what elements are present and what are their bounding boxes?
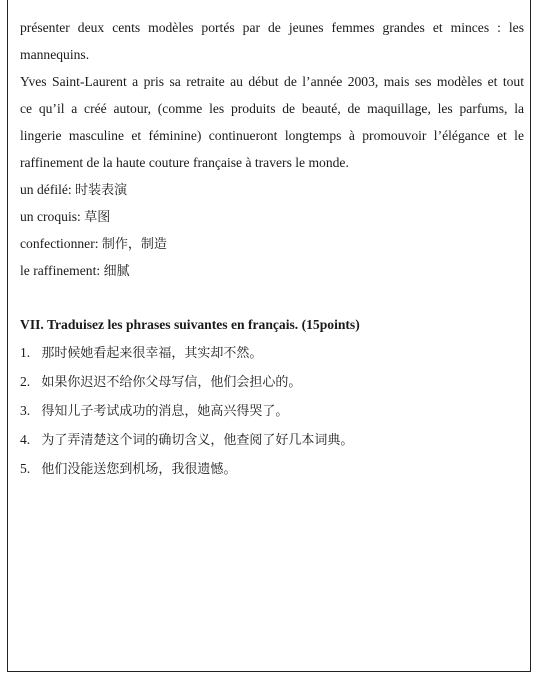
- vocab-term: un défilé:: [20, 182, 72, 197]
- vocab-item: [20, 203, 524, 230]
- passage-line: présenter deux cents modèles portés par de jeunes femmes grandes et minces : les: [20, 20, 524, 35]
- passage-line: lingerie masculine et féminine) continueront longtemps à promouvoir l’élégance et le: [20, 128, 524, 143]
- section-title: VII. Traduisez les phrases suivantes en français. (15points): [20, 317, 360, 332]
- item-number: 2.: [20, 374, 31, 389]
- vocab-meaning: 制作，制造: [101, 237, 167, 252]
- item-text: 如果你迟迟不给你父母写信，他们会担心的。: [41, 375, 302, 390]
- passage-line: Yves Saint-Laurent a pris sa retraite au début de l’année 2003, mais ses modèles et tout: [20, 74, 524, 89]
- item-text: 他们没能送您到机场，我很遗憾。: [41, 462, 237, 477]
- passage-line: mannequins.: [20, 47, 90, 62]
- item-number: 5.: [20, 461, 31, 476]
- item-number: 3.: [20, 403, 31, 418]
- vocab-meaning: 细腻: [103, 264, 130, 279]
- translation-item: [20, 338, 524, 367]
- translation-list: [20, 338, 524, 483]
- vocabulary-list: [20, 176, 524, 284]
- item-number: 4.: [20, 432, 31, 447]
- vocab-term: un croquis:: [20, 209, 81, 224]
- passage-line: ce qu’il a créé autour, (comme les produits de beauté, de maquillage, les parfums, la: [20, 101, 524, 116]
- vocab-term: le raffinement:: [20, 263, 101, 278]
- vocab-item: [20, 176, 524, 203]
- reading-passage: [20, 14, 524, 176]
- item-number: 1.: [20, 345, 31, 360]
- document-content: [20, 14, 524, 483]
- translation-item: [20, 425, 524, 454]
- vocab-meaning: 时装表演: [75, 183, 128, 198]
- vocab-term: confectionner:: [20, 236, 99, 251]
- item-text: 那时候她看起来很幸福，其实却不然。: [41, 346, 263, 361]
- vocab-meaning: 草图: [84, 210, 111, 225]
- item-text: 得知儿子考试成功的消息，她高兴得哭了。: [41, 404, 289, 419]
- translation-item: [20, 396, 524, 425]
- vocab-item: [20, 257, 524, 284]
- vocab-item: [20, 230, 524, 257]
- translation-item: [20, 454, 524, 483]
- item-text: 为了弄清楚这个词的确切含义，他查阅了好几本词典。: [41, 433, 354, 448]
- passage-line: raffinement de la haute couture française à travers le monde.: [20, 155, 349, 170]
- translation-item: [20, 367, 524, 396]
